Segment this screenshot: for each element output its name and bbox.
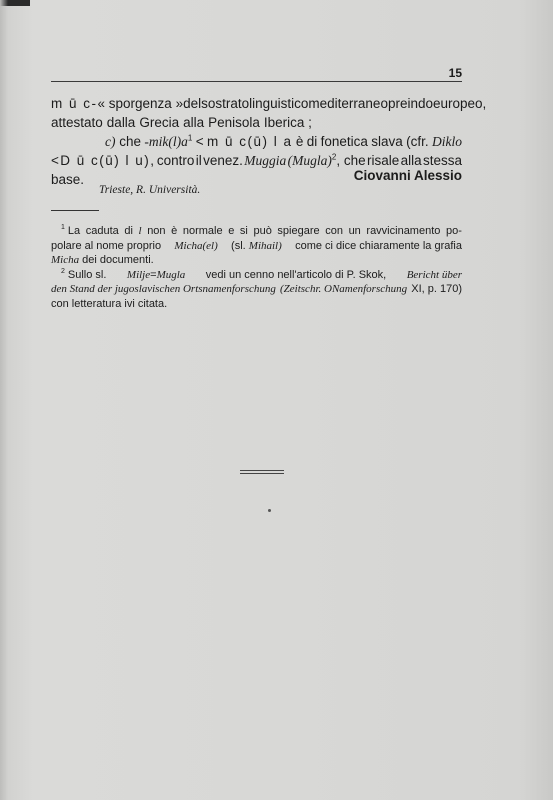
end-rule-bottom [240,473,284,474]
body-line-4: < D ū c(ū) l u), contro il venez. Muggia (Mugla)$^2$, che risale alla stessa [51,152,462,168]
page-edge-shadow [0,0,8,800]
body-line-1: m ū c- « sporgenza » del sostrato linguistico mediterraneo preindoeuropeo, [51,96,487,111]
footnote-2-line-2: den Stand der jugoslavischen Ortsnamenforschung (Zeitschr. ONamenforschung XI, p. 170) [51,283,462,295]
end-rule-top [240,470,284,471]
header-rule [51,81,462,82]
footnote-1-line-3: Micha dei documenti. [51,254,154,266]
footnote-1-line-2: polare al nome proprio Micha(el) (sl. Mihail) come ci dice chiaramente la grafia [51,239,462,252]
footnote-2-line-3: con letteratura ivi citata. [51,297,168,310]
footnote-2-line-1: $^2$ Sullo sl. Milje=Mugla vedi un cenno nell'articolo di P. Skok, Bericht über [61,267,462,281]
author-affiliation: Trieste, R. Università. [99,184,201,196]
body-line-2: attestato dalla Grecia alla Penisola Iberica ; [51,115,312,130]
page-speck [268,509,271,512]
footnote-separator [51,210,99,211]
page-number: 15 [448,66,462,80]
author-signature: Ciovanni Alessio [353,168,462,183]
body-line-3: c) che $-mik(l)a^1$ < m ū c(ū) l a è di fonetica slava (cfr. Diklo [105,133,462,149]
body-line-5: base. [51,172,85,187]
footnote-1-line-1: $^1$ La caduta di l non è normale e si può spiegare con un ravvicinamento po- [61,224,462,237]
footnotes [51,224,462,311]
